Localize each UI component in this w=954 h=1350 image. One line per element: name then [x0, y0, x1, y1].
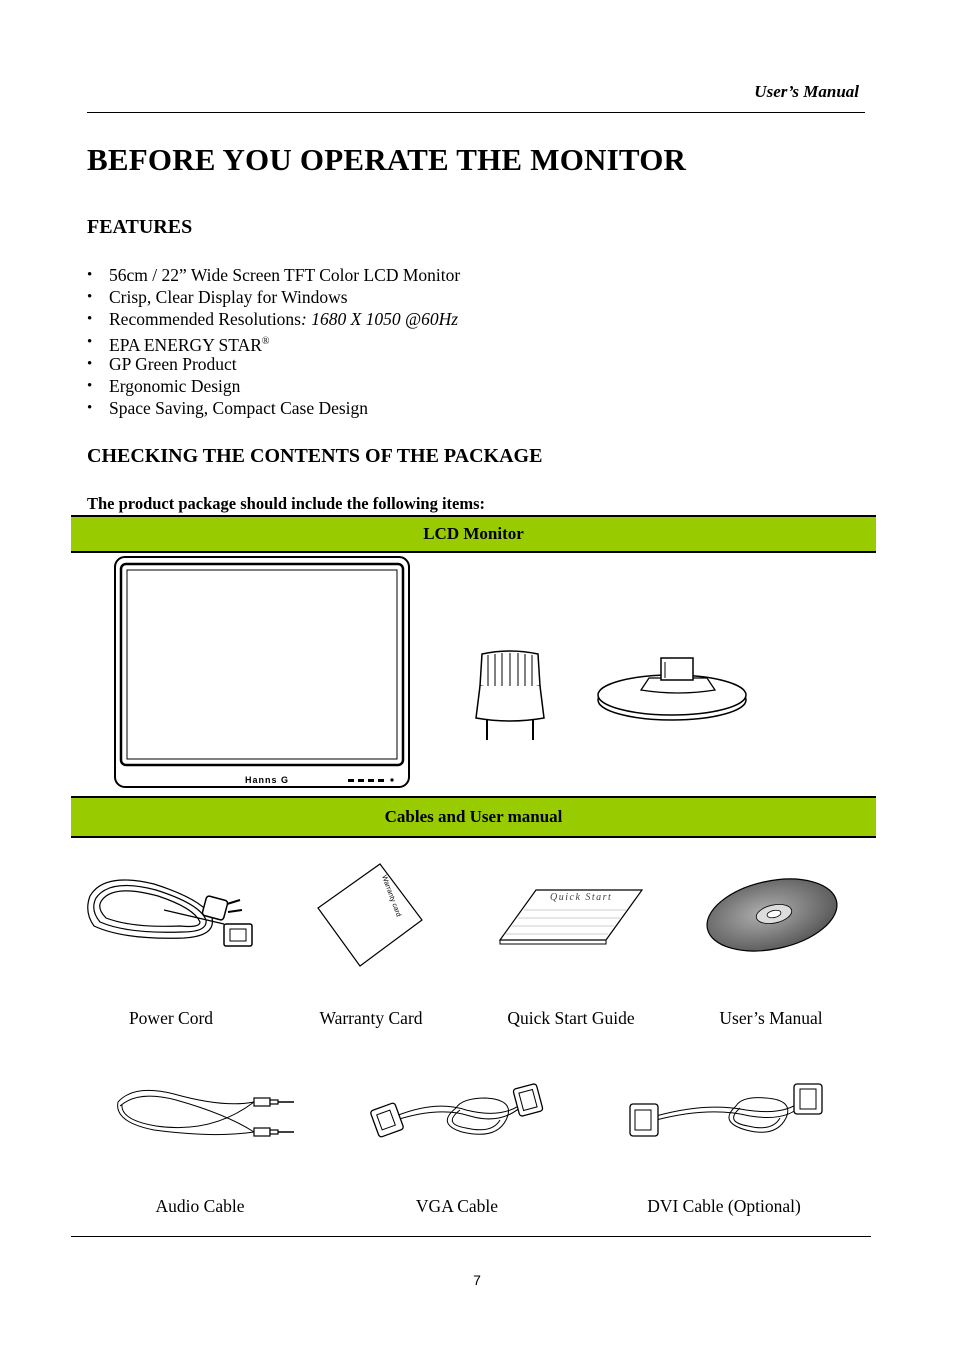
monitor-brand-logo: Hanns G [244, 775, 290, 785]
lcd-monitor-illustration [112, 555, 412, 791]
feature-item: • Crisp, Clear Display for Windows [87, 286, 460, 308]
quick-start-label: Quick Start [550, 892, 613, 903]
warranty-card-illustration [314, 862, 426, 970]
caption-users-manual: User’s Manual [719, 1008, 823, 1028]
caption-quick-start-guide: Quick Start Guide [507, 1008, 635, 1028]
feature-item: • GP Green Product [87, 353, 460, 375]
header-rule [87, 112, 865, 113]
features-heading: FEATURES [87, 216, 193, 238]
stand-neck-illustration [470, 650, 550, 742]
page-title: BEFORE YOU OPERATE THE MONITOR [87, 142, 687, 177]
power-cord-illustration [84, 866, 260, 958]
feature-item: • EPA ENERGY STAR® [87, 331, 460, 353]
audio-cable-illustration [114, 1082, 298, 1146]
vga-cable-illustration [366, 1080, 546, 1148]
feature-item: • 56cm / 22” Wide Screen TFT Color LCD Monitor [87, 264, 460, 286]
dvi-cable-illustration [626, 1076, 832, 1148]
band-cables-manual: Cables and User manual [71, 796, 876, 838]
footer-rule [71, 1236, 871, 1237]
feature-item: • Recommended Resolutions: 1680 X 1050 @60Hz [87, 308, 460, 330]
running-header: User’s Manual [754, 82, 859, 101]
features-list [87, 264, 460, 419]
warranty-card-label: Warranty card [380, 874, 402, 918]
caption-power-cord: Power Cord [128, 1008, 214, 1028]
caption-vga-cable: VGA Cable [415, 1196, 499, 1216]
band-lcd-monitor: LCD Monitor [71, 515, 876, 553]
feature-item: • Ergonomic Design [87, 375, 460, 397]
stand-base-illustration [593, 652, 751, 724]
quick-start-guide-illustration [498, 884, 646, 946]
package-heading: CHECKING THE CONTENTS OF THE PACKAGE [87, 445, 543, 467]
package-intro: The product package should include the following items: [87, 494, 486, 513]
caption-warranty-card: Warranty Card [319, 1008, 423, 1028]
caption-dvi-cable: DVI Cable (Optional) [647, 1196, 801, 1216]
feature-item: • Space Saving, Compact Case Design [87, 397, 460, 419]
cd-illustration [702, 876, 842, 954]
caption-audio-cable: Audio Cable [155, 1196, 245, 1216]
page-number: 7 [473, 1272, 481, 1288]
